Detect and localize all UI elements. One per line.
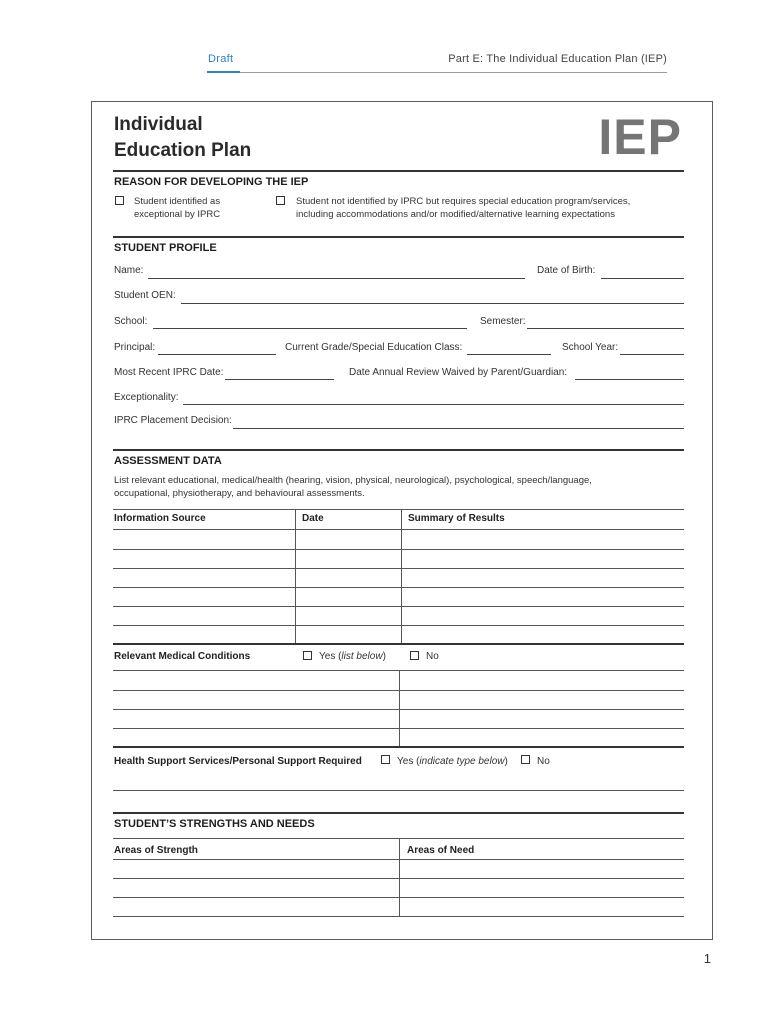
medical-divider xyxy=(399,670,400,747)
table-row[interactable] xyxy=(113,625,684,626)
not-identified-label xyxy=(296,195,630,221)
name-field[interactable] xyxy=(148,278,525,279)
table-row[interactable] xyxy=(113,568,684,569)
draft-underline xyxy=(207,71,240,73)
not-identified-checkbox[interactable] xyxy=(276,196,285,205)
assessment-description xyxy=(114,474,592,500)
school-label: School: xyxy=(114,316,148,327)
table-row[interactable] xyxy=(113,529,684,530)
identified-label xyxy=(134,195,220,221)
review-waived-field[interactable] xyxy=(575,379,684,380)
col-summary-of-results: Summary of Results xyxy=(408,513,505,524)
table-divider-date xyxy=(295,509,296,643)
draft-label: Draft xyxy=(208,53,234,65)
assessment-heading: ASSESSMENT DATA xyxy=(114,455,222,467)
health-no-label: No xyxy=(537,756,550,767)
placement-field[interactable] xyxy=(233,428,684,429)
health-field[interactable] xyxy=(113,790,684,791)
reason-heading: REASON FOR DEVELOPING THE IEP xyxy=(114,176,309,188)
assessment-table-top xyxy=(113,509,684,510)
grade-label: Current Grade/Special Education Class: xyxy=(285,342,463,353)
table-row[interactable] xyxy=(113,587,684,588)
strengths-rule xyxy=(113,812,684,814)
school-field[interactable] xyxy=(153,328,467,329)
medical-yes-label xyxy=(319,651,386,662)
oen-field[interactable] xyxy=(181,303,684,304)
iprc-date-field[interactable] xyxy=(225,379,334,380)
health-yes-label xyxy=(397,756,508,767)
health-yes-suffix: ) xyxy=(504,756,508,767)
not-identified-label-line2: including accommodations and/or modified/alternative learning expectations xyxy=(296,209,615,220)
medical-rule xyxy=(113,643,684,645)
school-year-label: School Year: xyxy=(562,342,619,353)
medical-yes-suffix: ) xyxy=(382,651,386,662)
identified-label-line1: Student identified as xyxy=(134,196,221,207)
school-year-field[interactable] xyxy=(620,354,684,355)
health-yes-italic: indicate type below xyxy=(419,756,505,767)
placement-label: IPRC Placement Decision: xyxy=(114,415,232,426)
iprc-date-label: Most Recent IPRC Date: xyxy=(114,367,224,378)
col-areas-of-need: Areas of Need xyxy=(407,845,475,856)
health-rule xyxy=(113,746,684,748)
grade-field[interactable] xyxy=(467,354,551,355)
medical-yes-italic: list below xyxy=(341,651,383,662)
reason-rule xyxy=(113,170,684,172)
name-label: Name: xyxy=(114,265,144,276)
page-number: 1 xyxy=(703,951,711,966)
medical-no-label: No xyxy=(426,651,439,662)
medical-label: Relevant Medical Conditions xyxy=(114,651,251,662)
medical-no-checkbox[interactable] xyxy=(410,651,419,660)
identified-checkbox[interactable] xyxy=(115,196,124,205)
assessment-rule xyxy=(113,449,684,451)
table-row[interactable] xyxy=(113,549,684,550)
part-title: Part E: The Individual Education Plan (IEP) xyxy=(448,53,667,65)
semester-label: Semester: xyxy=(480,316,526,327)
exceptionality-field[interactable] xyxy=(183,404,684,405)
health-yes-prefix: Yes ( xyxy=(397,756,420,767)
assessment-description-line2: occupational, physiotherapy, and behavioural assessments. xyxy=(114,488,365,499)
principal-field[interactable] xyxy=(158,354,276,355)
exceptionality-label: Exceptionality: xyxy=(114,392,179,403)
medical-yes-prefix: Yes ( xyxy=(319,651,342,662)
health-label: Health Support Services/Personal Support Required xyxy=(114,756,362,767)
iep-badge: IEP xyxy=(598,109,682,165)
identified-label-line2: exceptional by IPRC xyxy=(134,209,221,220)
profile-rule xyxy=(113,236,684,238)
profile-heading: STUDENT PROFILE xyxy=(114,242,217,254)
principal-label: Principal: xyxy=(114,342,156,353)
strengths-divider xyxy=(399,838,400,916)
semester-field[interactable] xyxy=(527,328,684,329)
assessment-description-line1: List relevant educational, medical/health (hearing, vision, physical, neurological), psychological, speech/language, xyxy=(114,475,592,486)
medical-yes-checkbox[interactable] xyxy=(303,651,312,660)
col-date: Date xyxy=(302,513,324,524)
form-title-line1: Individual xyxy=(114,114,203,135)
strengths-row[interactable] xyxy=(113,916,684,917)
table-row[interactable] xyxy=(113,606,684,607)
col-information-source: Information Source xyxy=(114,513,206,524)
review-waived-label: Date Annual Review Waived by Parent/Guardian: xyxy=(349,367,568,378)
col-areas-of-strength: Areas of Strength xyxy=(114,845,198,856)
oen-label: Student OEN: xyxy=(114,290,176,301)
form-title xyxy=(114,112,251,164)
strengths-heading: STUDENT’S STRENGTHS AND NEEDS xyxy=(114,818,315,830)
dob-field[interactable] xyxy=(601,278,684,279)
table-divider-summary xyxy=(401,509,402,643)
health-no-checkbox[interactable] xyxy=(521,755,530,764)
form-title-line2: Education Plan xyxy=(114,140,252,161)
dob-label: Date of Birth: xyxy=(537,265,596,276)
header-rule xyxy=(240,72,667,73)
health-yes-checkbox[interactable] xyxy=(381,755,390,764)
not-identified-label-line1: Student not identified by IPRC but requires special education program/services, xyxy=(296,196,631,207)
